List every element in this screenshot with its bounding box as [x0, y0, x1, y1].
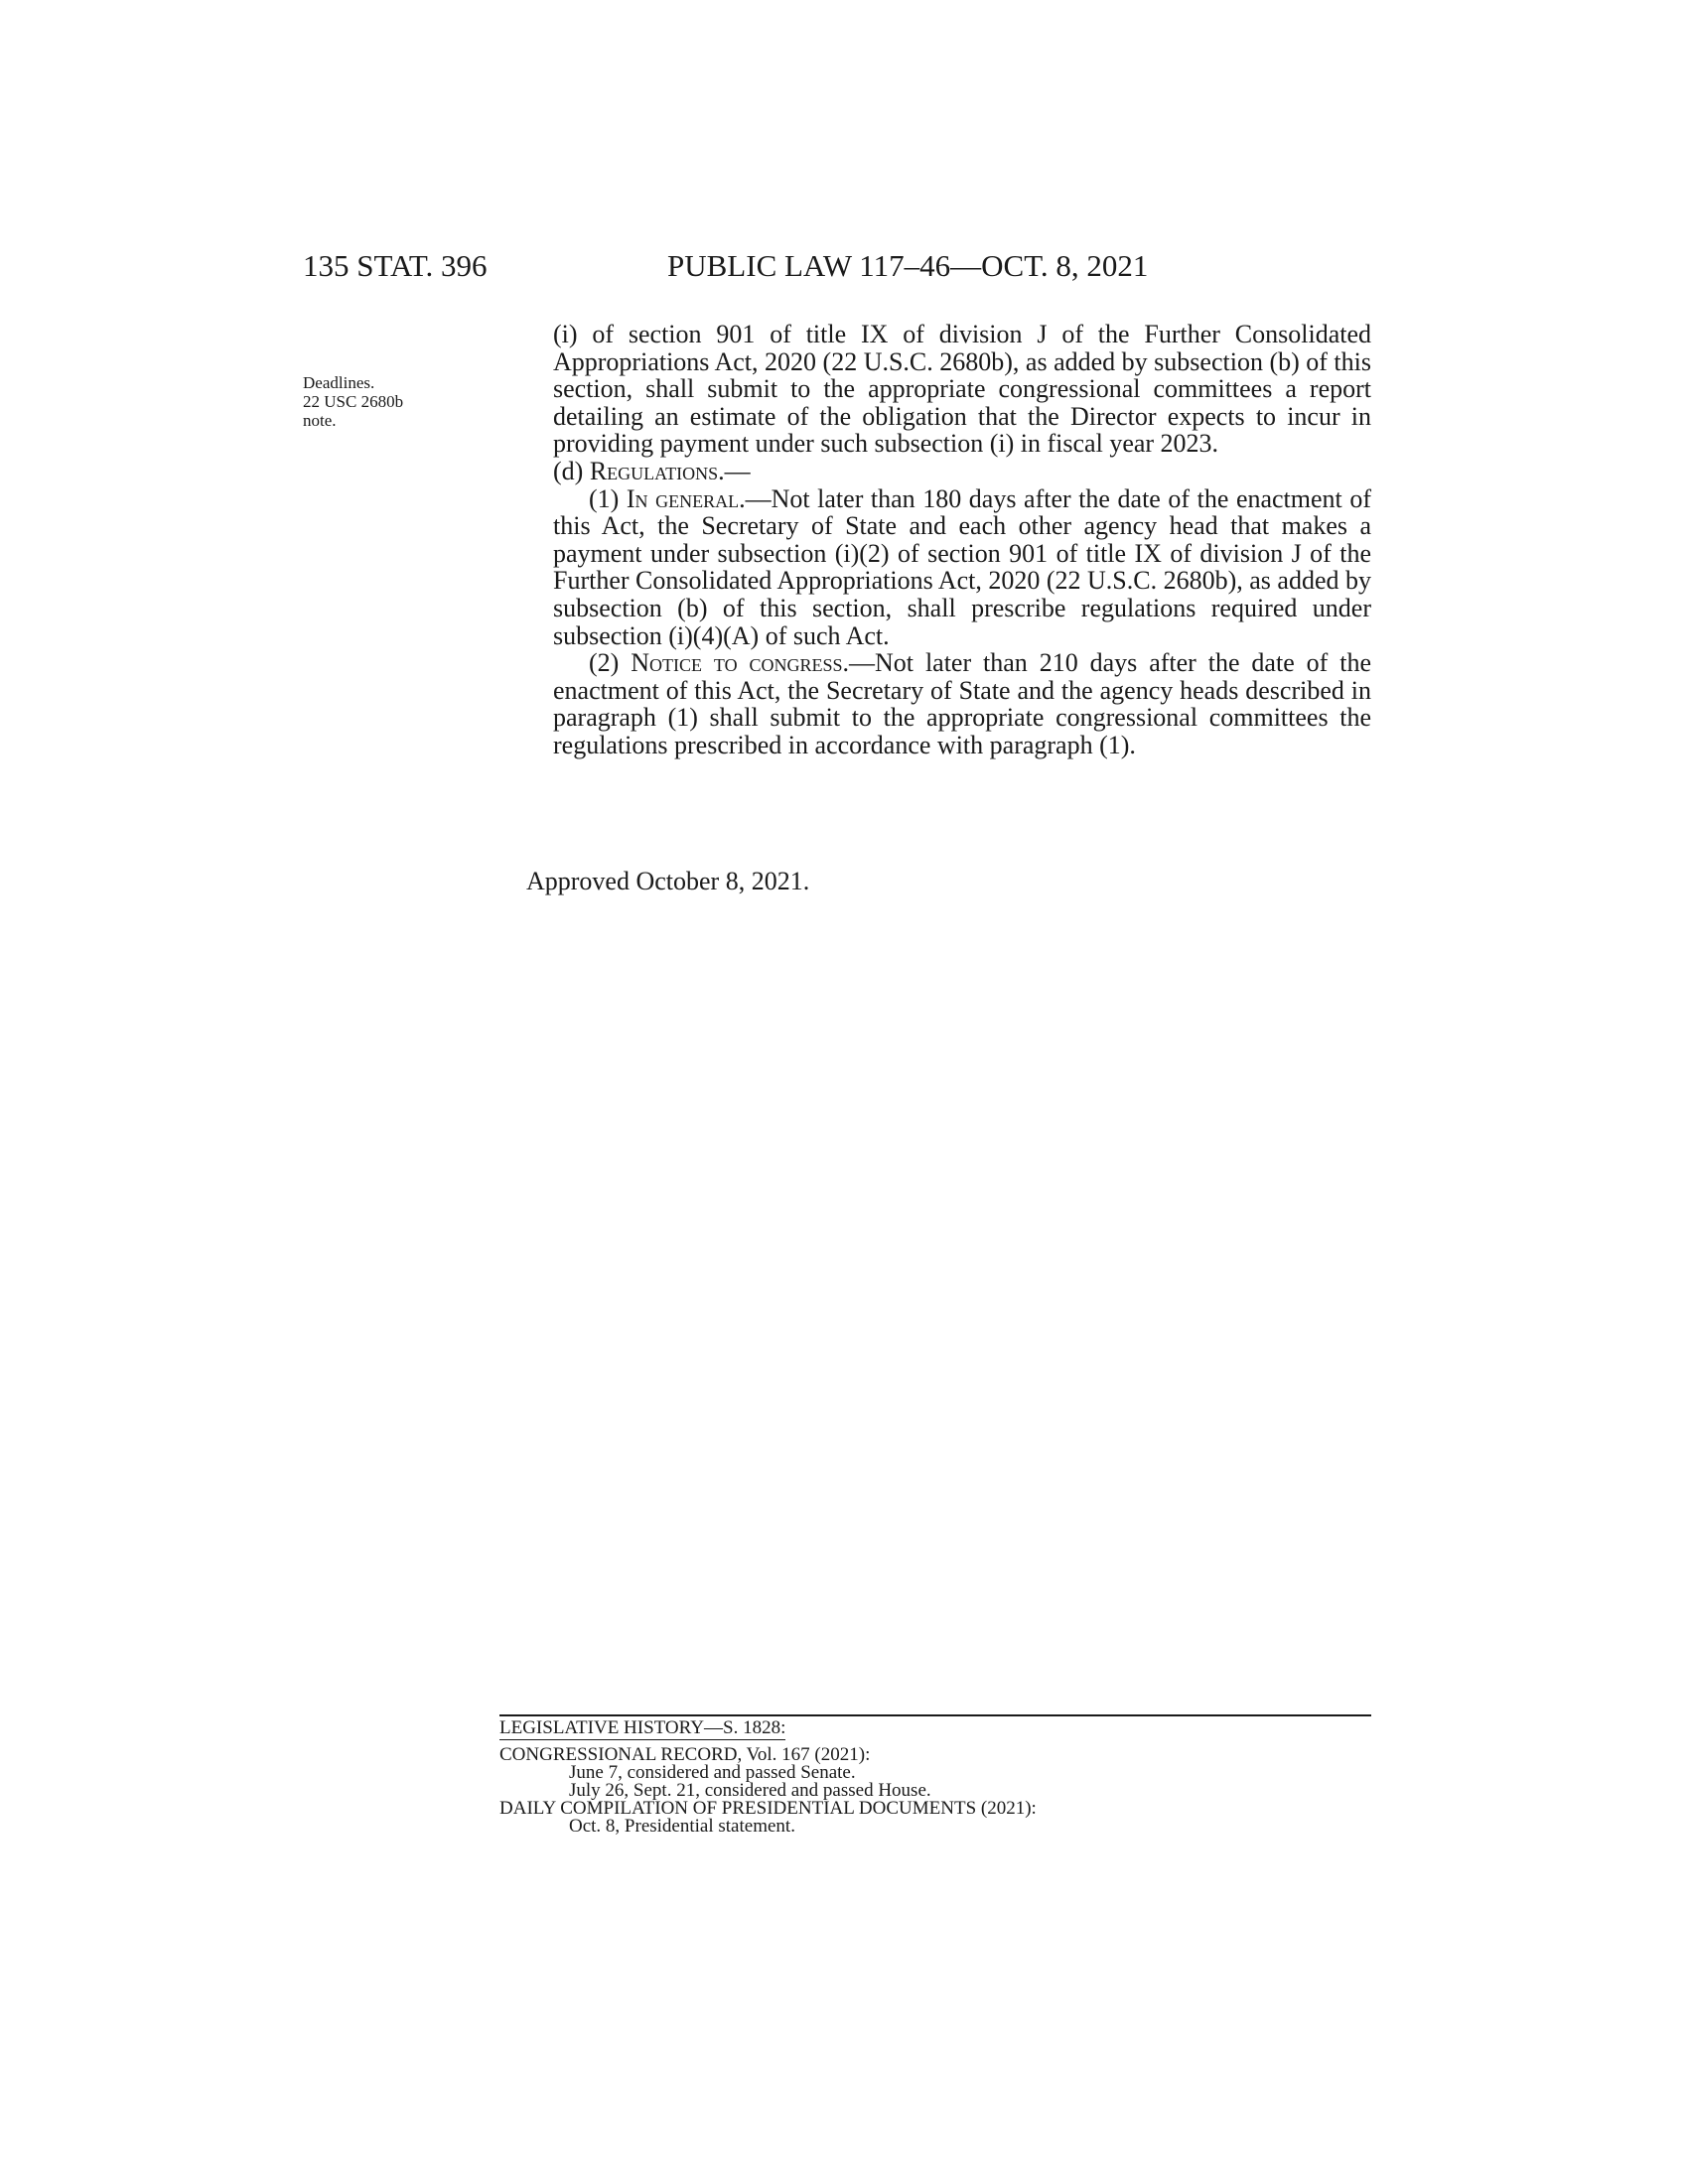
paragraph-heading: Notice to congress	[631, 648, 843, 678]
paragraph-text: .—Not later than 180 days after the date of the enactment of this Act, the Secretary of State and each other agency head that makes a payment under subsection (i)(2) of section 901 of title IX of division J of the Further Consolidated Appropriations Act, 2020 (22 U.S.C. 2680b), as added by subsection (b) of this section, shall prescribe regulations required under subsection (i)(4)(A) of such Act.	[553, 483, 1371, 650]
paragraph-text: .—Not later than 210 days after the date of the enactment of this Act, the Secretary of State and the agency heads described in paragraph (1) shall submit to the appropriate congressional committees the regulations prescribed in accordance with paragraph (1).	[553, 648, 1371, 759]
congressional-record-heading: CONGRESSIONAL RECORD, Vol. 167 (2021):	[499, 1744, 871, 1765]
margin-note-line: 22 USC 2680b	[303, 392, 404, 411]
paragraph-continuation: (i) of section 901 of title IX of division J of the Further Consolidated Appropriations Act, 2020 (22 U.S.C. 2680b), as added by subsection (b) of this section, shall submit to the appropriate congressional committees a report detailing an estimate of the obligation that the Director expects to incur in providing payment under such subsection (i) in fiscal year 2023.	[553, 320, 1371, 459]
paragraph-heading: In general	[626, 483, 740, 513]
paragraph-label: (2)	[589, 648, 632, 678]
compilation-item: Oct. 8, Presidential statement.	[569, 1816, 795, 1837]
section-label: (d)	[553, 456, 590, 485]
presidential-documents-heading: DAILY COMPILATION OF PRESIDENTIAL DOCUMENTS (2021):	[499, 1798, 1037, 1819]
paragraph-notice-to-congress	[553, 649, 1371, 758]
approval-date: Approved October 8, 2021.	[526, 867, 810, 895]
divider	[499, 1714, 1371, 1716]
record-item: July 26, Sept. 21, considered and passed House.	[569, 1780, 931, 1801]
margin-note-line: note.	[303, 411, 337, 430]
section-heading-dash: .—	[718, 456, 751, 485]
statute-page-reference: 135 STAT. 396	[303, 248, 488, 283]
paragraph-label: (1)	[589, 483, 627, 513]
record-item: June 7, considered and passed Senate.	[569, 1762, 856, 1783]
statute-body	[553, 321, 1371, 759]
legislative-history-title: LEGISLATIVE HISTORY—S. 1828:	[499, 1717, 786, 1738]
section-heading-text: Regulations	[589, 456, 719, 485]
section-heading-regulations	[553, 458, 1371, 485]
paragraph-in-general	[553, 485, 1371, 650]
legislative-history	[499, 1719, 1371, 1836]
margin-note-line: Deadlines.	[303, 373, 375, 392]
public-law-title: PUBLIC LAW 117–46—OCT. 8, 2021	[667, 248, 1149, 283]
margin-note	[303, 373, 452, 430]
